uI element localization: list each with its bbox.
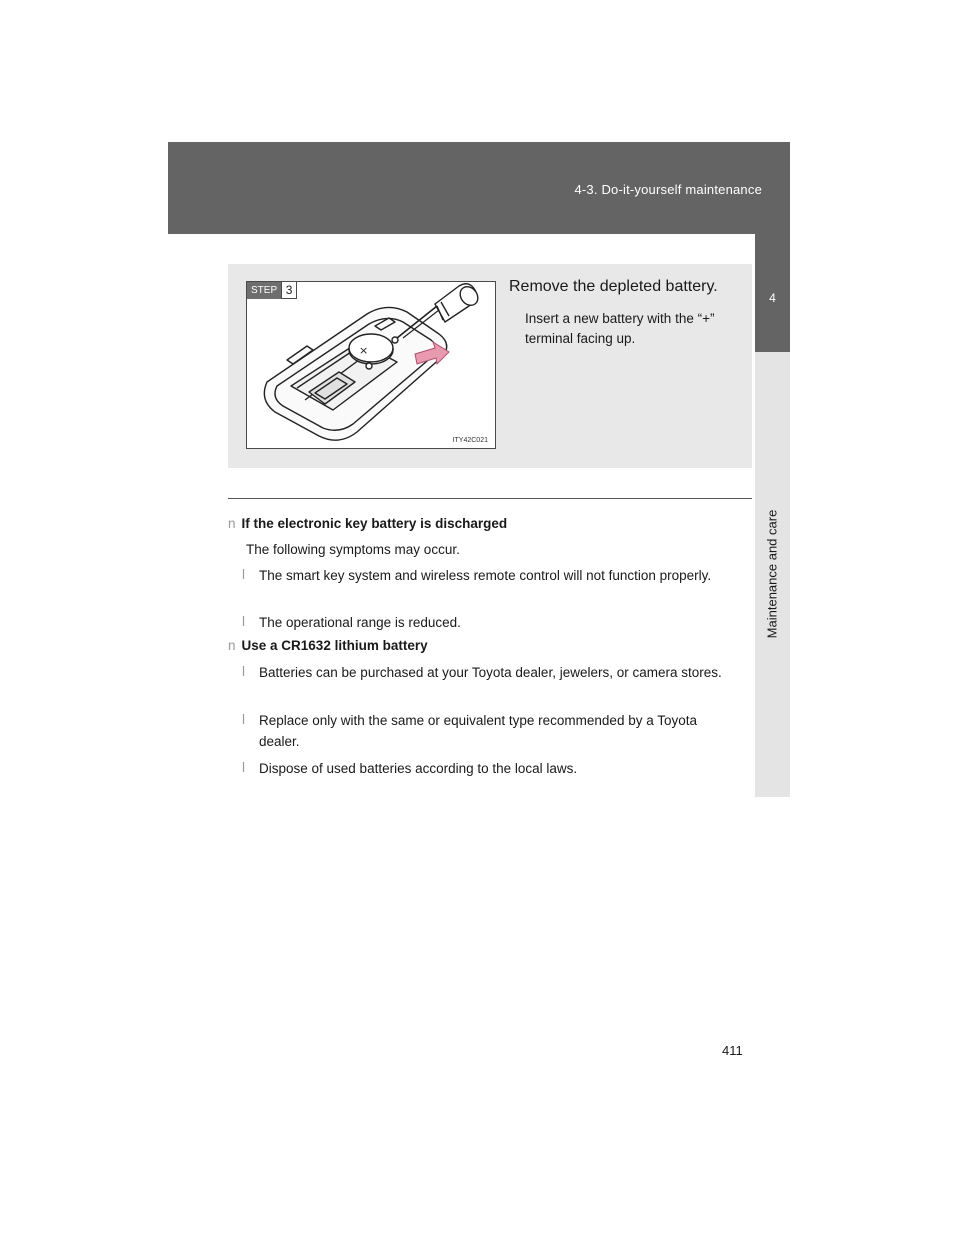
- note-intro: The following symptoms may occur.: [246, 542, 460, 557]
- step-panel: [228, 264, 752, 468]
- key-battery-illustration: [247, 282, 496, 449]
- section-divider: [228, 498, 752, 499]
- list-bullet: l: [242, 664, 245, 679]
- list-item: Replace only with the same or equivalent type recommended by a Toyota dealer.: [259, 713, 697, 749]
- heading-bullet: n: [228, 638, 236, 653]
- list-bullet: l: [242, 760, 245, 775]
- note-heading-text: Use a CR1632 lithium battery: [241, 638, 428, 653]
- figure-code: ITY42C021: [452, 437, 488, 444]
- step-figure: [246, 281, 496, 449]
- note-heading: [228, 638, 428, 653]
- page-header: [168, 142, 790, 234]
- svg-text:×: ×: [359, 344, 369, 357]
- chapter-label: Maintenance and care: [764, 509, 780, 639]
- list-bullet: l: [242, 567, 245, 582]
- step-number: 3: [281, 282, 297, 299]
- list-item: The operational range is reduced.: [259, 615, 461, 630]
- step-label: STEP: [247, 282, 281, 299]
- list-item: Dispose of used batteries according to the local laws.: [259, 761, 578, 776]
- heading-bullet: n: [228, 516, 236, 531]
- chapter-side-tab: [755, 352, 790, 797]
- note-heading-text: If the electronic key battery is discharged: [241, 516, 508, 531]
- list-item: The smart key system and wireless remote control will not function properly.: [259, 568, 712, 583]
- chapter-tab: [755, 234, 790, 352]
- step-badge: [247, 282, 297, 299]
- list-item: Batteries can be purchased at your Toyota dealer, jewelers, or camera stores.: [259, 665, 722, 680]
- chapter-number: 4: [769, 291, 776, 305]
- list-bullet: l: [242, 712, 245, 727]
- step-description: Insert a new battery with the “+” terminal facing up.: [525, 311, 715, 346]
- step-title: Remove the depleted battery.: [509, 278, 718, 295]
- page-number: 411: [722, 1043, 743, 1058]
- note-heading: [228, 516, 507, 531]
- list-bullet: l: [242, 614, 245, 629]
- section-title: 4-3. Do-it-yourself maintenance: [574, 182, 762, 197]
